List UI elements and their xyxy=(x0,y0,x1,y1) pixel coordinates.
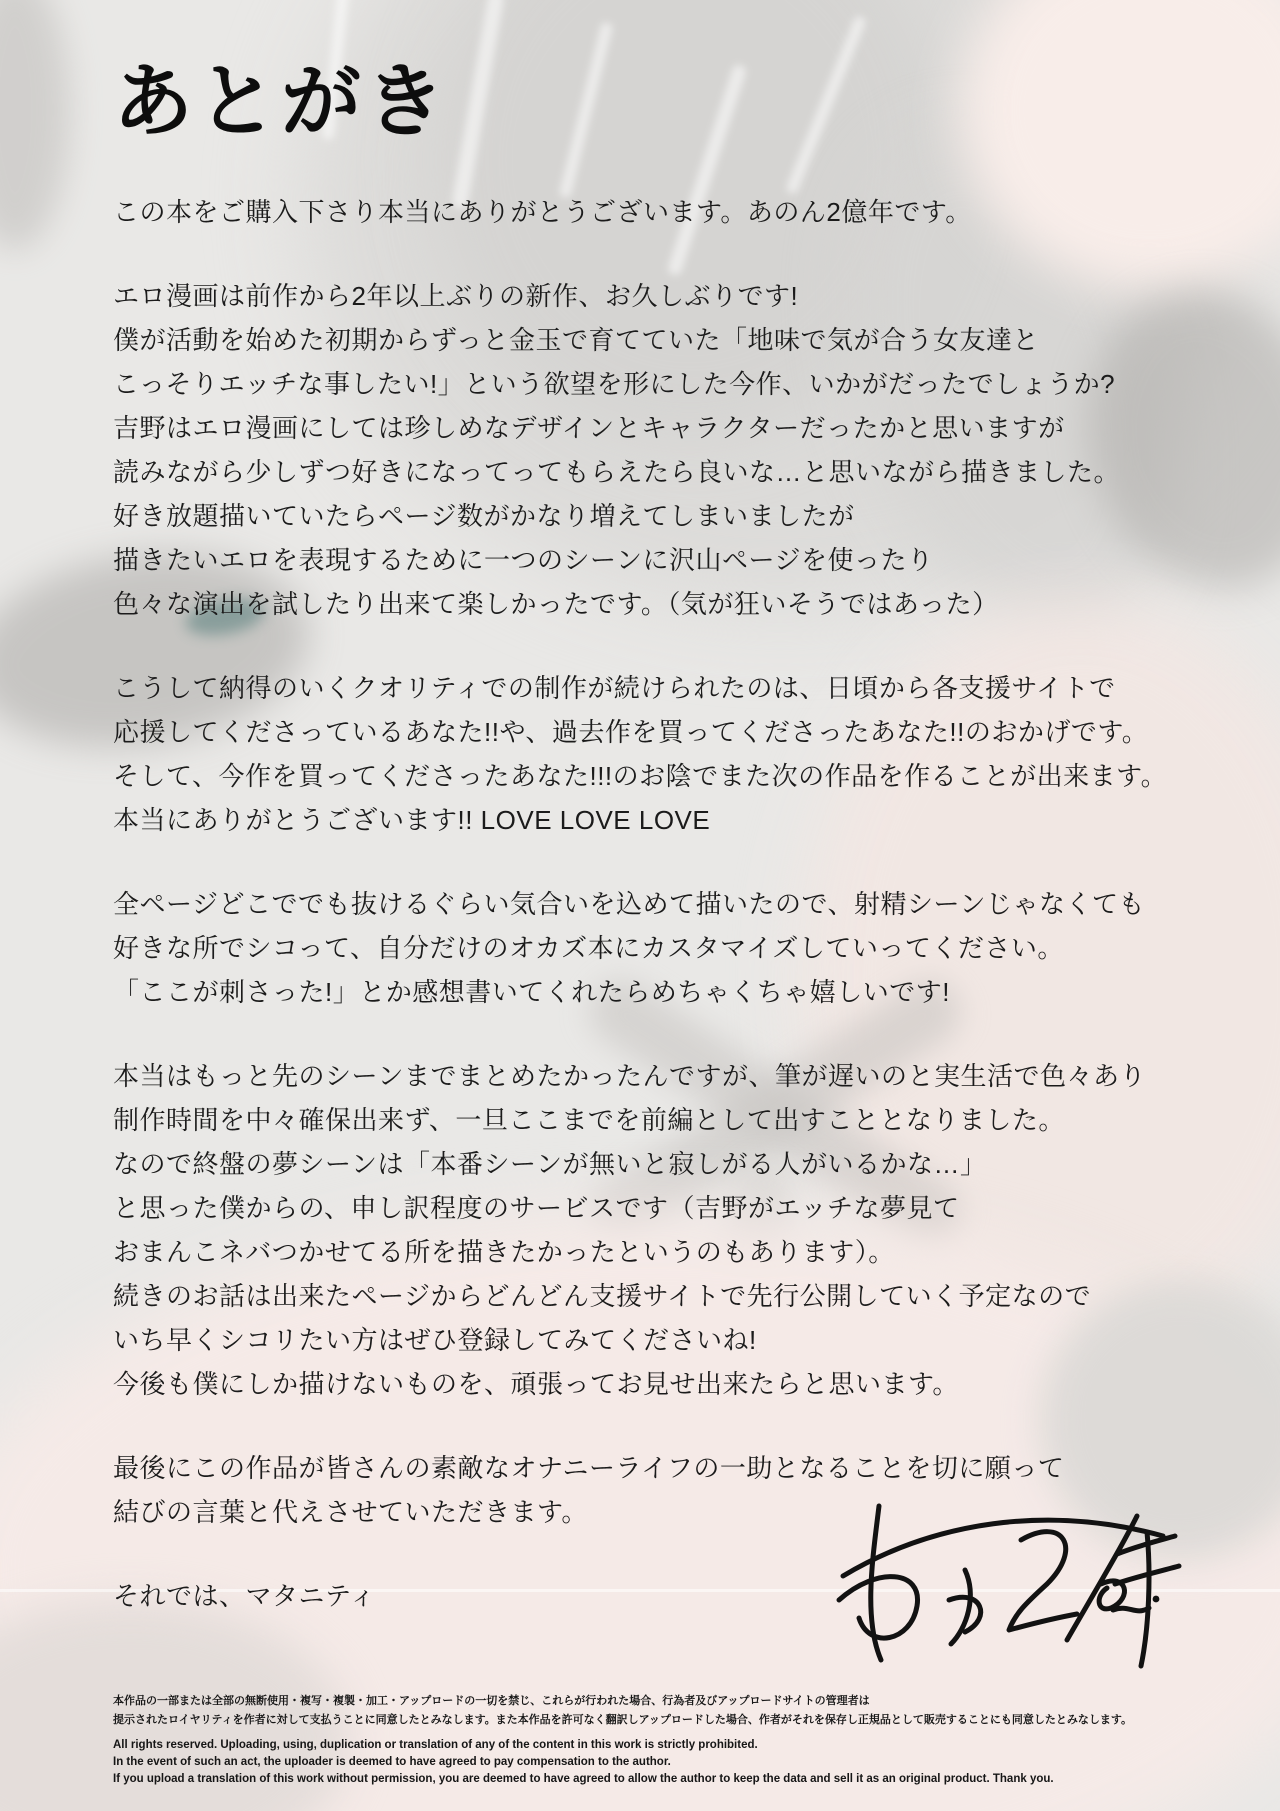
legal-text-en: All rights reserved. Uploading, using, duplication or translation of any of the content in this work is strictly prohibited. xyxy=(113,1739,758,1751)
text-line: 好き放題描いていたらページ数がかなり増えてしまいましたが xyxy=(113,501,855,531)
legal-text-jp: 本作品の一部または全部の無断使用・複写・複製・加工・アップロードの一切を禁じ、これらが行われた場合、行為者及びアップロードサイトの管理者は xyxy=(113,1695,870,1707)
text-line: なので終盤の夢シーンは「本番シーンが無いと寂しがる人がいるかな…」 xyxy=(113,1149,987,1179)
text-line: 最後にこの作品が皆さんの素敵なオナニーライフの一助となることを切に願って xyxy=(113,1453,1065,1483)
text-line: いち早くシコリたい方はぜひ登録してみてくださいね! xyxy=(113,1325,757,1355)
page-title: あとがき xyxy=(113,55,449,148)
paragraph-customize xyxy=(113,882,1193,1014)
text-line: 描きたいエロを表現するために一つのシーンに沢山ページを使ったり xyxy=(113,545,934,575)
footer-legal xyxy=(113,1692,1233,1788)
text-line: と思った僕からの、申し訳程度のサービスです（吉野がエッチな夢見て xyxy=(113,1193,960,1223)
text-line: 吉野はエロ漫画にしては珍しめなデザインとキャラクターだったかと思いますが xyxy=(113,413,1065,443)
text-line: 制作時間を中々確保出来ず、一旦ここまでを前編として出すこととなりました。 xyxy=(113,1105,1065,1135)
footer-spacer xyxy=(113,1730,1233,1737)
paragraph-supporters xyxy=(113,666,1193,842)
text-line: 結びの言葉と代えさせていただきます。 xyxy=(113,1497,588,1527)
text-line: 全ページどこででも抜けるぐらい気合いを込めて描いたので、射精シーンじゃなくても xyxy=(113,889,1145,919)
paragraph-thanks xyxy=(113,190,1193,234)
author-signature xyxy=(815,1478,1185,1683)
text-line: そして、今作を買ってくださったあなた!!!のお陰でまた次の作品を作ることが出来ます。 xyxy=(113,761,1168,791)
text-line: こうして納得のいくクオリティでの制作が続けられたのは、日頃から各支援サイトで xyxy=(113,673,1116,703)
text-line: 本当にありがとうございます!! LOVE LOVE LOVE xyxy=(113,805,711,835)
text-line: 今後も僕にしか描けないものを、頑張ってお見せ出来たらと思います。 xyxy=(113,1369,959,1399)
text-line: 続きのお話は出来たページからどんどん支援サイトで先行公開していく予定なので xyxy=(113,1281,1092,1311)
text-line: こっそりエッチな事したい!」という欲望を形にした今作、いかがだったでしょうか? xyxy=(113,369,1116,399)
legal-text-jp: 提示されたロイヤリティを作者に対して支払うことに同意したとみなします。また本作品を許可なく翻訳しアップロードした場合、作者がそれを保存し正規品として販売することにも同意したとみなします。 xyxy=(113,1714,1133,1726)
author-signature-drawing xyxy=(815,1478,1185,1683)
signature-period-dot xyxy=(1153,1596,1160,1603)
text-line: この本をご購入下さり本当にありがとうございます。あのん2億年です。 xyxy=(113,197,972,227)
text-line: 好きな所でシコって、自分だけのオカズ本にカスタマイズしていってください。 xyxy=(113,933,1064,963)
text-line: 僕が活動を始めた初期からずっと金玉で育てていた「地味で気が合う女友達と xyxy=(113,325,1039,355)
paragraph-new-work xyxy=(113,274,1193,626)
text-line: エロ漫画は前作から2年以上ぶりの新作、お久しぶりです! xyxy=(113,281,799,311)
legal-text-en: In the event of such an act, the uploader is deemed to have agreed to pay compensation to the author. xyxy=(113,1756,671,1768)
text-line: 色々な演出を試したり出来て楽しかったです。（気が狂いそうではあった） xyxy=(113,589,999,619)
paragraph-production-notes xyxy=(113,1054,1193,1406)
text-line: 本当はもっと先のシーンまでまとめたかったんですが、筆が遅いのと実生活で色々あり xyxy=(113,1061,1146,1091)
bg-dark-shape-left-top xyxy=(0,0,70,250)
text-line: おまんこネバつかせてる所を描きたかったというのもあります）。 xyxy=(113,1237,895,1267)
text-line: 応援してくださっているあなた!!や、過去作を買ってくださったあなた!!のおかげです。 xyxy=(113,717,1149,747)
text-line: 「ここが刺さった!」とか感想書いてくれたらめちゃくちゃ嬉しいです! xyxy=(113,977,950,1007)
text-line: 読みながら少しずつ好きになってってもらえたら良いな…と思いながら描きました。 xyxy=(113,457,1121,487)
text-line: それでは、マタニティ xyxy=(113,1581,376,1611)
afterword-content xyxy=(113,55,1193,1618)
legal-text-en: If you upload a translation of this work without permission, you are deemed to have agreed to allow the author to keep the data and sell it as an original product. Thank you. xyxy=(113,1773,1054,1785)
